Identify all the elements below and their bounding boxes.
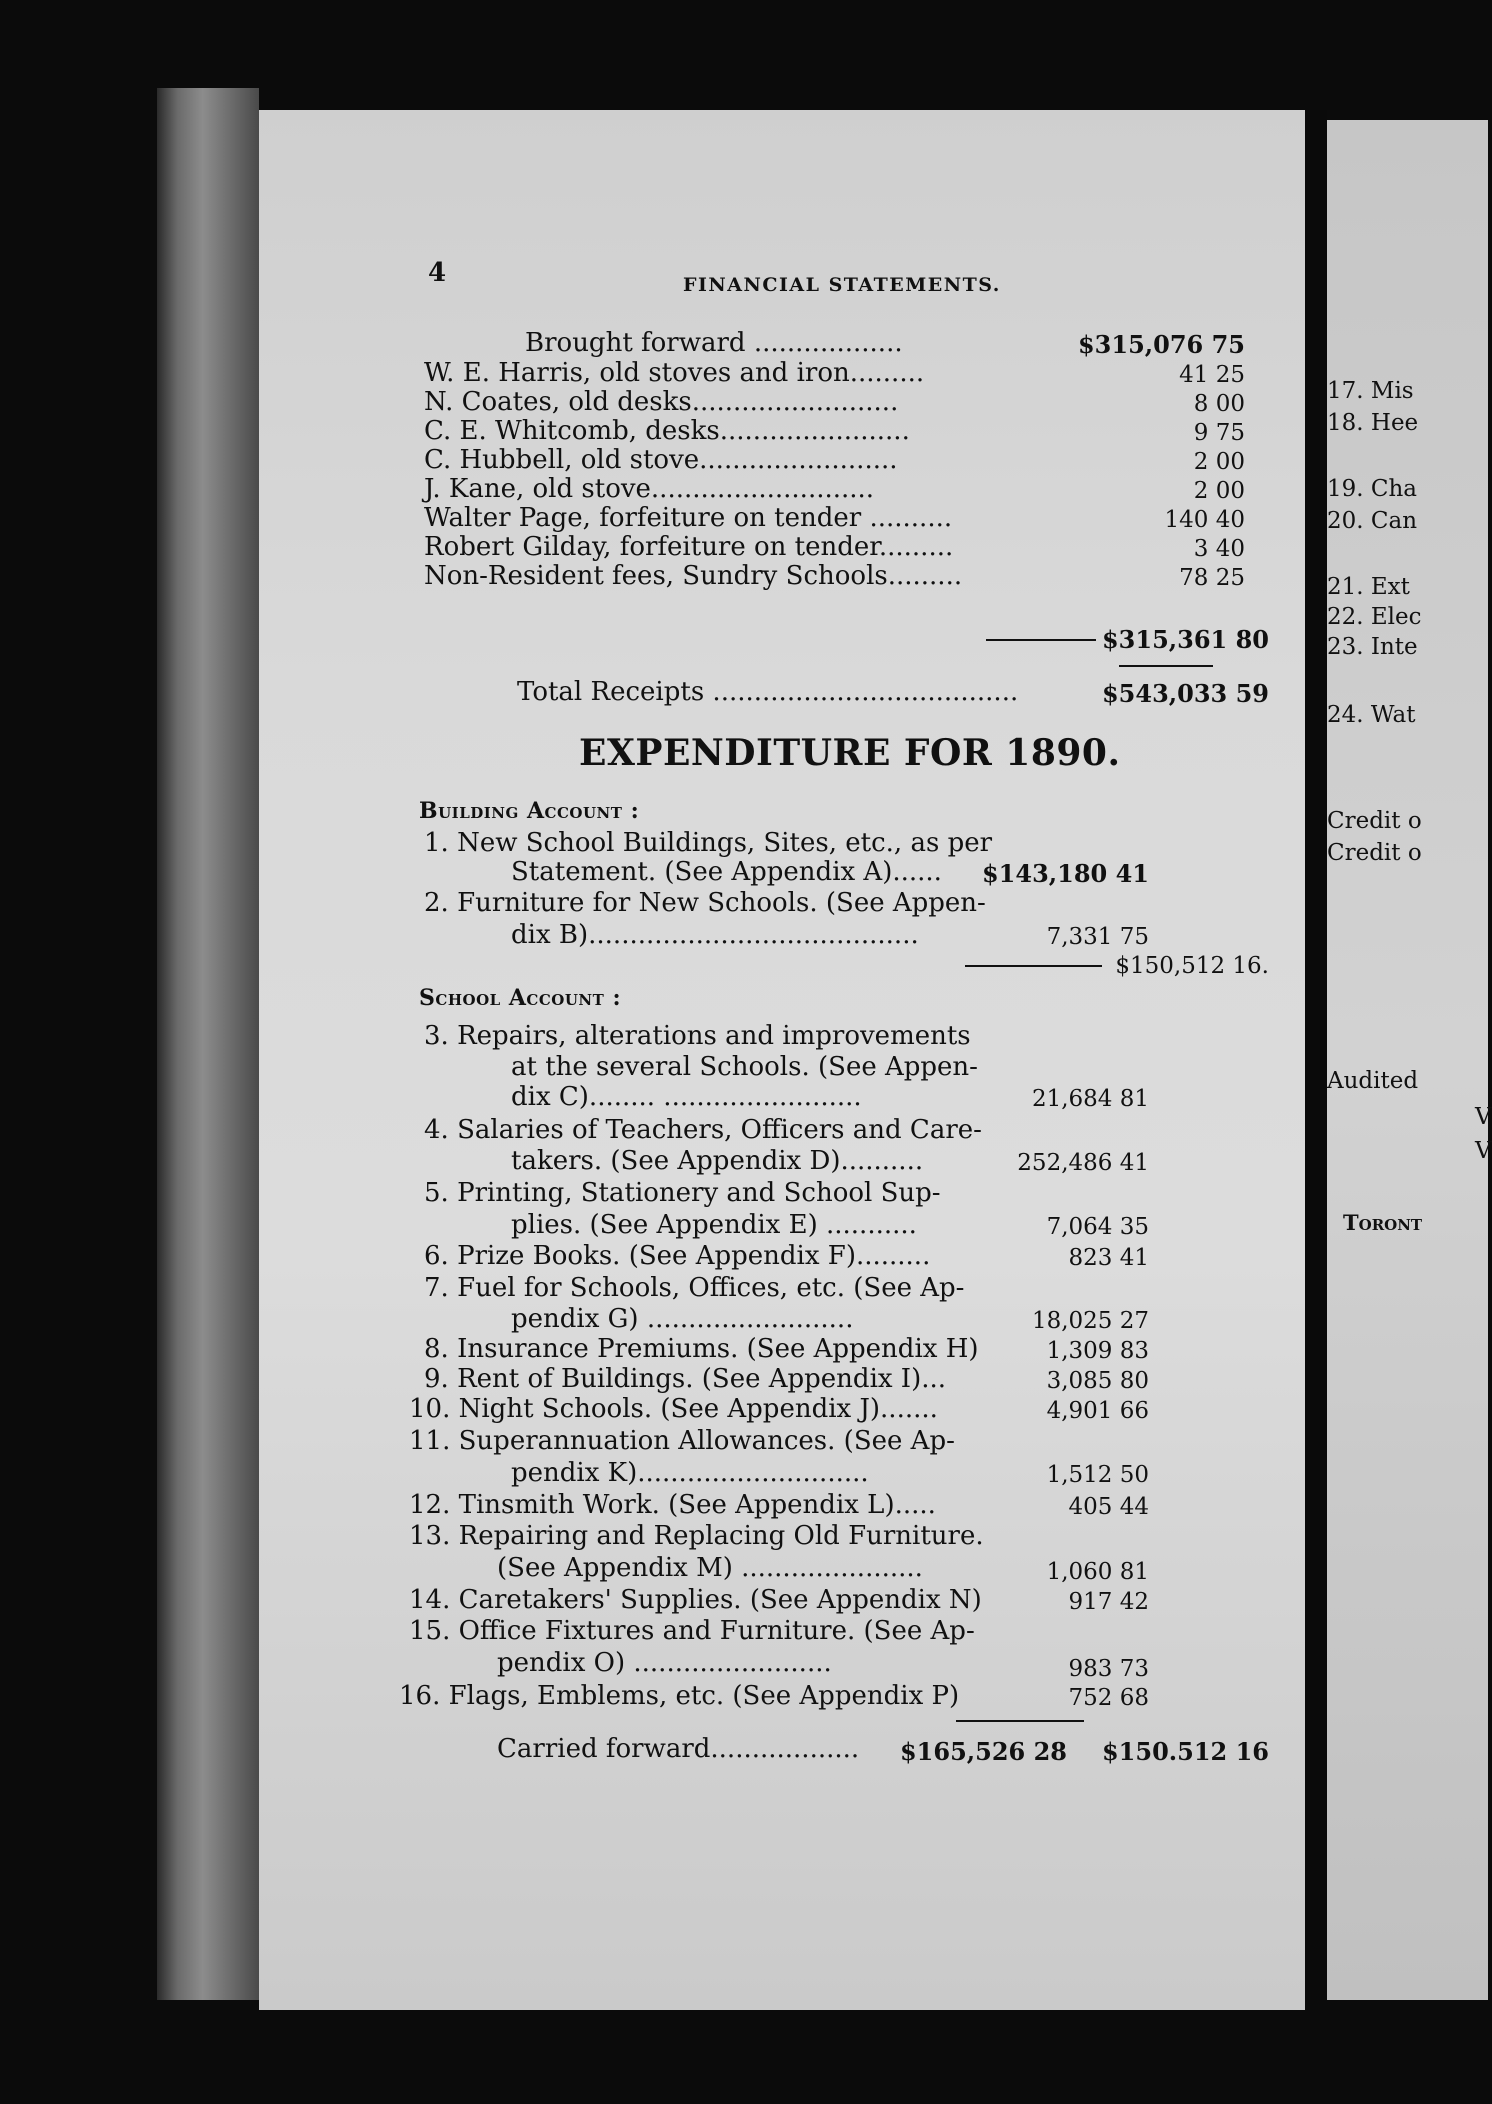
facing-line: V: [1475, 1104, 1492, 1130]
expense-item-line: Statement. (See Appendix A)......: [511, 857, 942, 887]
expense-item-line: 10. Night Schools. (See Appendix J).......: [409, 1394, 938, 1424]
expense-item-line: 8. Insurance Premiums. (See Appendix H): [424, 1334, 979, 1364]
facing-line: 18. Hee: [1327, 410, 1419, 436]
facing-line: 23. Inte: [1327, 634, 1418, 660]
expense-item-amount: 4,901 66: [1046, 1398, 1149, 1424]
expense-item-line: 6. Prize Books. (See Appendix F).........: [424, 1241, 931, 1271]
total-rule: [1119, 665, 1213, 667]
expense-item-amount: 752 68: [1068, 1685, 1149, 1711]
expense-item-amount: 21,684 81: [1031, 1086, 1149, 1112]
expense-item-amount: 7,064 35: [1046, 1214, 1149, 1240]
receipt-item-label: C. E. Whitcomb, desks.......................: [424, 416, 910, 446]
facing-line: 22. Elec: [1327, 604, 1422, 630]
receipt-item-label: Non-Resident fees, Sundry Schools.........: [424, 561, 963, 591]
expense-item-line: takers. (See Appendix D)..........: [511, 1146, 924, 1176]
expense-item-amount: 3,085 80: [1046, 1368, 1149, 1394]
receipt-item-amount: 140 40: [1164, 507, 1245, 533]
expense-item-amount: 823 41: [1068, 1245, 1149, 1271]
page-right-fragment: [1327, 120, 1492, 2000]
total-receipts-label: Total Receipts .....................................: [517, 677, 1019, 707]
facing-line: 21. Ext: [1327, 574, 1410, 600]
receipt-item-label: N. Coates, old desks.........................: [424, 387, 899, 417]
page-left: [259, 110, 1305, 2010]
expense-item-line: 16. Flags, Emblems, etc. (See Appendix P): [399, 1681, 960, 1711]
expense-item-line: 1. New School Buildings, Sites, etc., as per: [424, 828, 993, 858]
school-account-heading: School Account :: [419, 985, 622, 1011]
expenditure-title: EXPENDITURE FOR 1890.: [579, 732, 1121, 774]
receipt-item-label: C. Hubbell, old stove........................: [424, 445, 898, 475]
book-edge: [157, 88, 259, 2000]
expense-item-line: pendix G) .........................: [511, 1304, 854, 1334]
carried-forward-label: Carried forward..................: [497, 1734, 860, 1764]
facing-line: Credit o: [1327, 808, 1422, 834]
expense-item-line: 13. Repairing and Replacing Old Furniture.: [409, 1521, 984, 1551]
receipt-item-amount: 9 75: [1193, 420, 1245, 446]
running-header: FINANCIAL STATEMENTS.: [683, 274, 1001, 296]
book-gutter: [1305, 110, 1327, 2000]
expense-item-line: 3. Repairs, alterations and improvements: [424, 1021, 971, 1051]
receipts-subtotal: $315,361 80: [1101, 625, 1269, 654]
expense-item-line: 11. Superannuation Allowances. (See Ap-: [409, 1426, 955, 1456]
expense-item-amount: 983 73: [1068, 1656, 1149, 1682]
receipt-item-amount: 2 00: [1193, 449, 1245, 475]
receipt-item-amount: 8 00: [1193, 391, 1245, 417]
facing-line: 24. Wat: [1327, 702, 1416, 728]
expense-item-line: pendix K)............................: [511, 1458, 869, 1488]
receipt-item-amount: 78 25: [1179, 565, 1245, 591]
building-subtotal-rule: [965, 965, 1102, 967]
expense-item-amount: 1,512 50: [1046, 1462, 1149, 1488]
expense-item-line: 4. Salaries of Teachers, Officers and Care-: [424, 1115, 982, 1145]
subtotal-rule: [986, 639, 1096, 641]
expense-item-line: pendix O) ........................: [497, 1648, 832, 1678]
carried-forward-rule: [956, 1720, 1084, 1722]
expense-item-amount: 252,486 41: [1017, 1150, 1149, 1176]
facing-line: V: [1475, 1138, 1492, 1164]
expense-item-amount: $143,180 41: [981, 859, 1149, 888]
facing-line: 19. Cha: [1327, 476, 1418, 502]
expense-item-line: plies. (See Appendix E) ...........: [511, 1210, 917, 1240]
receipt-item-amount: 3 40: [1193, 536, 1245, 562]
receipt-item-label: J. Kane, old stove...........................: [424, 474, 875, 504]
carried-forward-amount-2: $150.512 16: [1101, 1737, 1269, 1766]
expense-item-amount: 18,025 27: [1031, 1308, 1149, 1334]
expense-item-amount: 1,060 81: [1046, 1559, 1149, 1585]
facing-line: Credit o: [1327, 840, 1422, 866]
expense-item-line: 15. Office Fixtures and Furniture. (See Ap-: [409, 1616, 975, 1646]
expense-item-line: 2. Furniture for New Schools. (See Appen-: [424, 888, 986, 918]
receipt-item-amount: 2 00: [1193, 478, 1245, 504]
expense-item-line: dix B)........................................: [511, 920, 919, 950]
building-account-subtotal: $150,512 16.: [1115, 953, 1269, 979]
facing-line: Audited: [1327, 1068, 1419, 1094]
expense-item-line: 7. Fuel for Schools, Offices, etc. (See Ap-: [424, 1273, 965, 1303]
receipt-item-label: W. E. Harris, old stoves and iron.........: [424, 358, 925, 388]
expense-item-amount: 405 44: [1068, 1494, 1149, 1520]
expense-item-line: 9. Rent of Buildings. (See Appendix I)...: [424, 1364, 947, 1394]
receipt-item-label: Walter Page, forfeiture on tender ..........: [424, 503, 953, 533]
brought-forward-amount: $315,076 75: [1077, 330, 1245, 359]
receipt-item-amount: 41 25: [1179, 362, 1245, 388]
page-number: 4: [428, 258, 447, 288]
total-receipts-amount: $543,033 59: [1101, 679, 1269, 708]
receipt-item-label: Robert Gilday, forfeiture on tender.........: [424, 532, 954, 562]
carried-forward-amount-1: $165,526 28: [899, 1737, 1067, 1766]
expense-item-amount: 7,331 75: [1046, 924, 1149, 950]
expense-item-amount: 917 42: [1068, 1589, 1149, 1615]
brought-forward-label: Brought forward ..................: [525, 328, 903, 358]
building-account-heading: Building Account :: [419, 798, 640, 824]
expense-item-line: (See Appendix M) ......................: [497, 1553, 923, 1583]
facing-line: Toront: [1343, 1210, 1423, 1235]
expense-item-line: 14. Caretakers' Supplies. (See Appendix N): [409, 1585, 982, 1615]
expense-item-line: 12. Tinsmith Work. (See Appendix L).....: [409, 1490, 936, 1520]
facing-line: 20. Can: [1327, 508, 1418, 534]
expense-item-line: dix C)........ ........................: [511, 1082, 862, 1112]
facing-line: 17. Mis: [1327, 378, 1414, 404]
expense-item-line: at the several Schools. (See Appen-: [511, 1052, 978, 1082]
expense-item-line: 5. Printing, Stationery and School Sup-: [424, 1178, 941, 1208]
expense-item-amount: 1,309 83: [1046, 1338, 1149, 1364]
